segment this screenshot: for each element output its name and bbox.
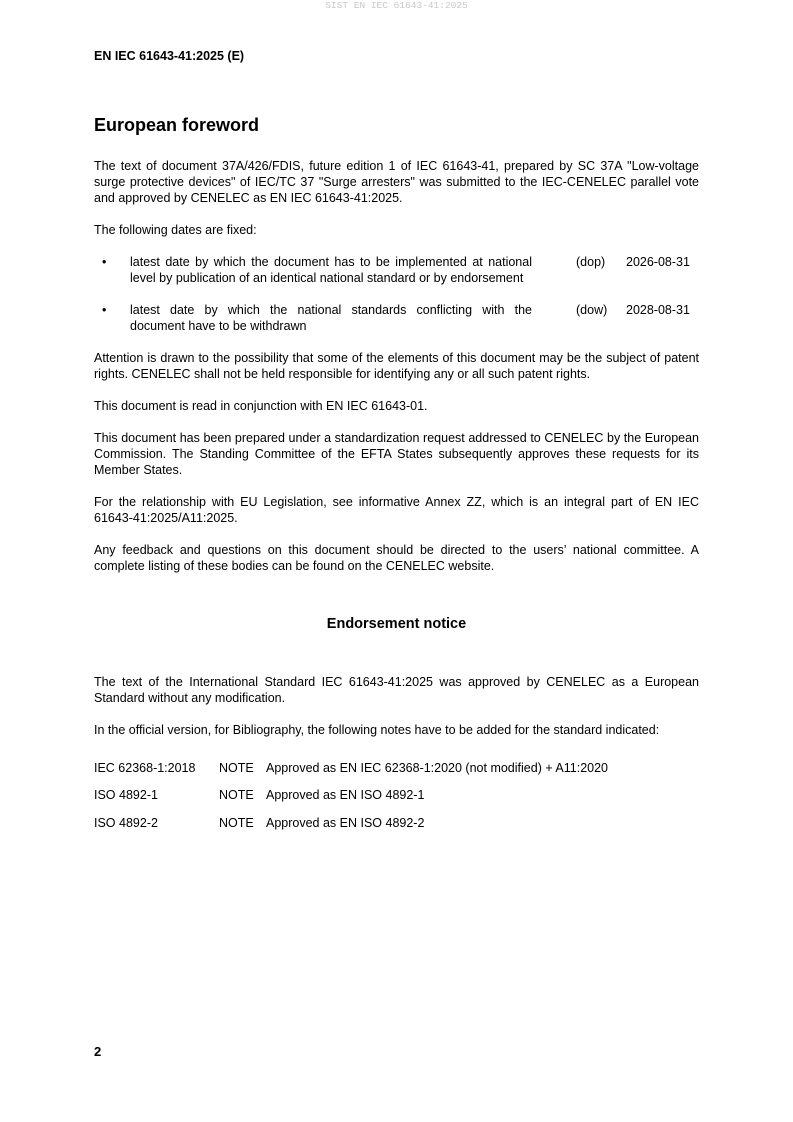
date-description-cont: document have to be withdrawn [130,319,307,333]
date-description: latest date by which the national standards conflicting with the [130,303,532,317]
attention-paragraph: Attention is drawn to the possibility that some of the elements of this document may be the subject of patent rights. CENELEC shall not be held responsible for identifying any or all such patent rights. [94,351,699,381]
bullet-icon: • [102,255,107,269]
standard-ref: ISO 4892-2 [94,816,158,830]
foreword-title: European foreword [94,115,260,135]
relationship-paragraph: For the relationship with EU Legislation, see informative Annex ZZ, which is an integral part of EN IEC 61643-41:2025/A11:2025. [94,495,699,525]
request-paragraph: This document has been prepared under a standardization request addressed to CENELEC by the European Commission. The Standing Committee of the EFTA States subsequently approves these requests for its Member States. [94,431,699,477]
note-label: NOTE [219,788,254,802]
standard-ref: ISO 4892-1 [94,788,158,802]
date-value: 2026-08-31 [626,255,690,269]
document-header: EN IEC 61643-41:2025 (E) [94,49,245,63]
foreword-paragraph: The text of document 37A/426/FDIS, future edition 1 of IEC 61643-41, prepared by SC 37A "Low-voltage surge protective devices" of IEC/TC 37 "Surge arresters" was submitted to the IEC-CENELEC parallel vote and approved by CENELEC as EN IEC 61643-41:2025. [94,159,699,205]
date-code: (dow) [576,303,608,317]
date-description-cont: level by publication of an identical national standard or by endorsement [130,271,524,285]
date-code: (dop) [576,255,606,269]
note-text: Approved as EN ISO 4892-1 [266,788,425,802]
standard-ref: IEC 62368-1:2018 [94,761,196,775]
conjunction-paragraph: This document is read in conjunction with EN IEC 61643-01. [94,399,428,413]
watermark: SIST EN IEC 61643-41:2025 [325,0,468,11]
dates-intro: The following dates are fixed: [94,223,257,237]
note-text: Approved as EN IEC 62368-1:2020 (not modified) + A11:2020 [266,761,609,775]
note-label: NOTE [219,816,254,830]
bullet-icon: • [102,303,107,317]
page-number: 2 [94,1044,102,1059]
feedback-paragraph: Any feedback and questions on this document should be directed to the users’ national committee. A complete listing of these bodies can be found on the CENELEC website. [94,543,699,573]
note-text: Approved as EN ISO 4892-2 [266,816,425,830]
endorsement-paragraph: The text of the International Standard IEC 61643-41:2025 was approved by CENELEC as a European Standard without any modification. [94,675,699,705]
date-value: 2028-08-31 [626,303,690,317]
bibliography-paragraph: In the official version, for Bibliography, the following notes have to be added for the standard indicated: [94,723,660,737]
endorsement-title: Endorsement notice [326,616,467,632]
date-description: latest date by which the document has to be implemented at national [130,255,532,269]
note-label: NOTE [219,761,254,775]
